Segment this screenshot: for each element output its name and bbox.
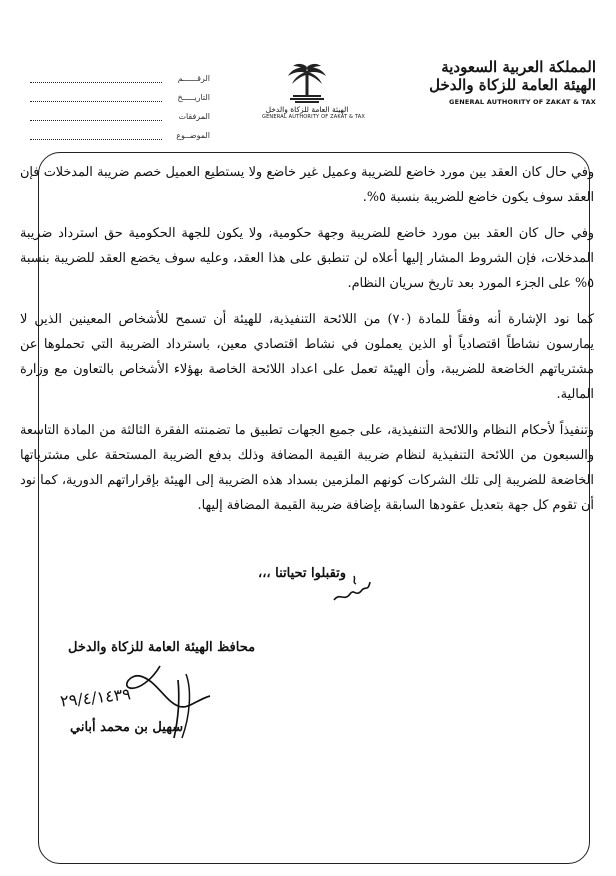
emblem-org-arabic: الهيئة العامة للزكاة والدخل	[265, 105, 349, 114]
initials-signature	[330, 572, 374, 608]
date-label: التاريـــــخ	[177, 93, 210, 102]
paragraph-government-entity: وفي حال كان العقد بين مورد خاضع للضريبة وجهة حكومية، ولا يكون للجهة الحكومية حق استرداد ضريبة المدخلات، فإن الشروط المشار إليها أعلاه لن تنطبق على هذا العقد، وعليه سوف يخضع العقد للضريبة بنسبة ٥% على الجزء المورد بعد تاريخ سريان النظام.	[20, 226, 594, 291]
authority-name-english: GENERAL AUTHORITY OF ZAKAT & TAX	[449, 98, 596, 106]
letterhead	[0, 0, 616, 150]
reference-number-row	[30, 66, 210, 83]
paragraph-implementation: وتنفيذاً لأحكام النظام واللائحة التنفيذية، على جميع الجهات تطبيق ما تضمنته الفقرة الثالثة من المادة التاسعة والسبعون من اللائحة التنفيذية لنظام ضريبة القيمة المضافة وذلك بدفع الضريبة المستحقة على مشترياتها الخاضعة للضريبة إلى تلك الشركات كونهم الملزمين بسداد هذه الضريبة إلى الهيئة بإقراراتهم الدورية، كما نود أن تقوم كل جهة بتعديل عقودها السابقة بإضافة ضريبة القيمة المضافة إليها.	[20, 423, 594, 513]
signature-date: ٢٩/٤/١٤٣٩	[59, 684, 132, 711]
kingdom-name-arabic: المملكة العربية السعودية	[441, 58, 596, 76]
governor-name: سهيل بن محمد أباني	[70, 720, 184, 735]
authority-emblem	[262, 62, 365, 132]
paragraph-article-70: كما نود الإشارة أنه وفقاً للمادة (٧٠) من اللائحة التنفيذية، للهيئة أن تسمح للأشخاص المعينين الذين لا يمارسون نشاطاً اقتصادياً أو الذين يعملون في نشاط اقتصادي معين، باسترداد الضريبة التي تحملوها عن مشترياتهم الخاضعة للضريبة، وأن الهيئة تعمل على اعداد اللائحة الخاصة بهؤلاء الأشخاص بالتعاون مع وزارة المالية.	[20, 312, 594, 402]
governor-title: محافظ الهيئة العامة للزكاة والدخل	[68, 640, 256, 655]
subject-line	[30, 129, 162, 140]
closing-greeting: وتقبلوا تحياتنا ،،،	[258, 566, 347, 581]
reference-fields	[30, 66, 210, 142]
paragraph-non-registered-customer: وفي حال كان العقد بين مورد خاضع للضريبة وعميل غير خاضع ولا يستطيع العميل خصم ضريبة المدخلات فإن العقد سوف يكون خاضع للضريبة بنسبة ٥%.	[20, 165, 594, 205]
palm-emblem-icon	[285, 62, 329, 104]
authority-name-arabic: الهيئة العامة للزكاة والدخل	[429, 76, 596, 94]
organization-name-block	[426, 58, 596, 106]
attachments-label: المرفقات	[178, 112, 210, 121]
attachments-row	[30, 104, 210, 121]
date-line	[30, 91, 162, 102]
date-row	[30, 85, 210, 102]
subject-row	[30, 123, 210, 140]
attachments-line	[30, 110, 162, 121]
reference-number-label: الرقــــــم	[177, 74, 210, 83]
emblem-org-english: GENERAL AUTHORITY OF ZAKAT & TAX	[262, 114, 365, 120]
subject-label: الموضــوع	[176, 131, 210, 140]
letter-body	[20, 160, 594, 529]
reference-number-line	[30, 72, 162, 83]
